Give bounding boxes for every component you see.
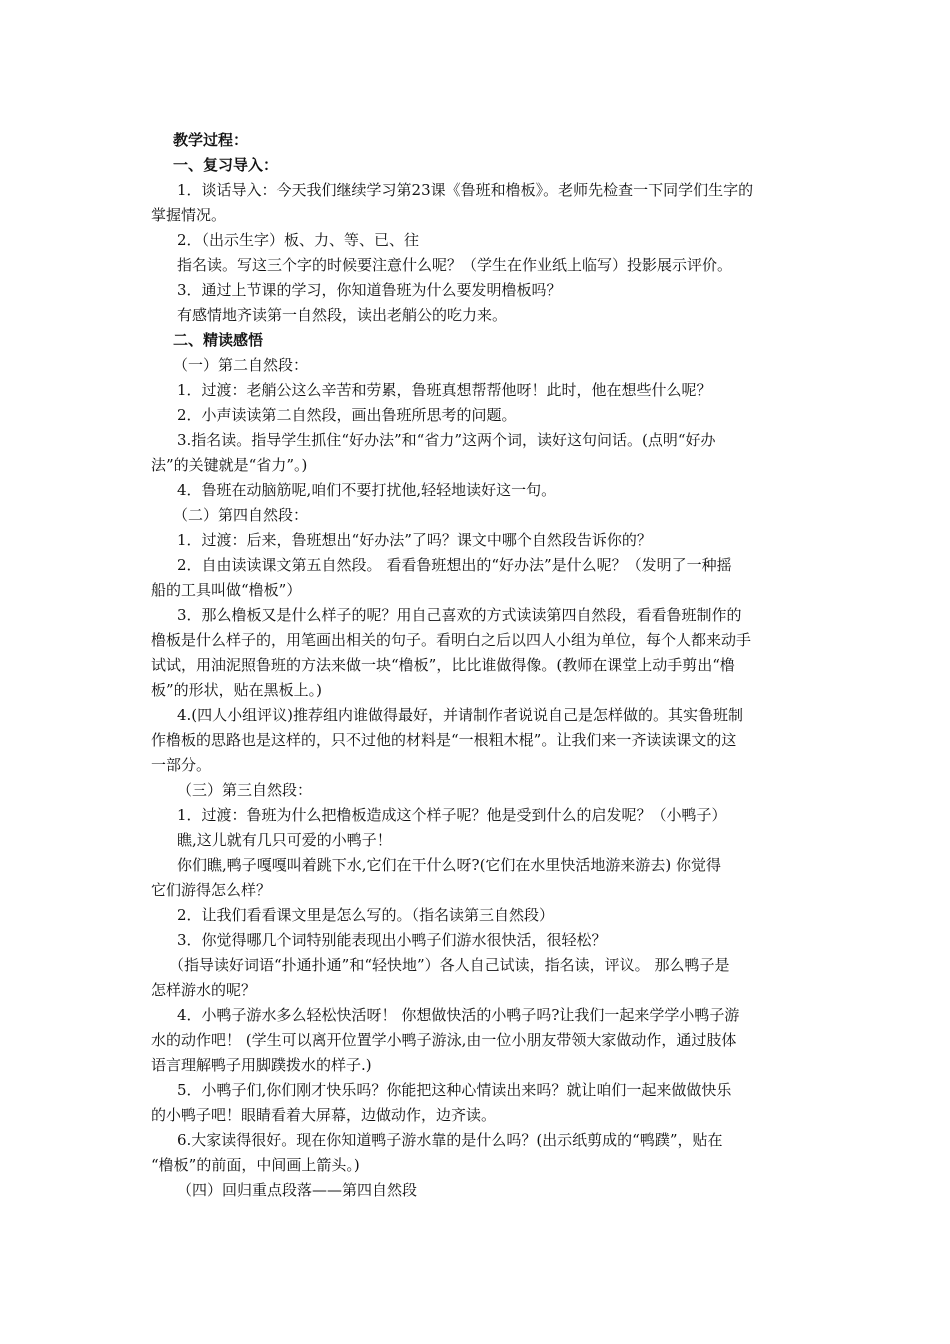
subheading: （四）回归重点段落——第四自然段	[177, 1181, 418, 1199]
subheading: （二）第四自然段：	[173, 506, 309, 524]
paragraph-line: 试试，用油泥照鲁班的方法来做一块“橹板”，比比谁做得像。(教师在课堂上动手剪出“橹	[151, 656, 735, 674]
paragraph-line: 指名读。写这三个字的时候要注意什么呢？（学生在作业纸上临写）投影展示评价。	[177, 256, 733, 274]
paragraph-line: 2．自由读读课文第五自然段。 看看鲁班想出的“好办法”是什么呢？（发明了一种摇	[177, 556, 732, 574]
paragraph-line: 语言理解鸭子用脚蹼拨水的样子.)	[151, 1056, 372, 1074]
paragraph-line: 瞧,这儿就有几只可爱的小鸭子！	[177, 831, 392, 849]
paragraph-line: 法”的关键就是“省力”。)	[151, 456, 308, 474]
subheading: （一）第二自然段：	[173, 356, 309, 374]
paragraph-line: 作橹板的思路也是这样的，只不过他的材料是“一根粗木棍”。让我们来一齐读读课文的这	[151, 731, 737, 749]
paragraph-line: “橹板”的前面，中间画上箭头。)	[151, 1156, 360, 1174]
paragraph-line: 橹板是什么样子的，用笔画出相关的句子。看明白之后以四人小组为单位，每个人都来动手	[151, 631, 752, 649]
paragraph-line: 有感情地齐读第一自然段，读出老艄公的吃力来。	[177, 306, 508, 324]
paragraph-line: （指导读好词语“扑通扑通”和“轻快地”）各人自己试读，指名读，评议。 那么鸭子是	[169, 956, 730, 974]
paragraph-line: 你们瞧,鸭子嘎嘎叫着跳下水,它们在干什么呀?(它们在水里快活地游来游去) 你觉得	[177, 856, 722, 874]
paragraph-line: 怎样游水的呢？	[151, 981, 257, 999]
paragraph-line: 它们游得怎么样？	[151, 881, 272, 899]
paragraph-line: 掌握情况。	[151, 206, 227, 224]
paragraph-line: 1．过渡：后来，鲁班想出“好办法”了吗？课文中哪个自然段告诉你的？	[177, 531, 652, 549]
paragraph-line: 2．让我们看看课文里是怎么写的。（指名读第三自然段）	[177, 906, 555, 924]
heading-review: 一、复习导入：	[173, 156, 279, 174]
paragraph-line: 一部分。	[151, 756, 212, 774]
paragraph-line: 3.指名读。指导学生抓住“好办法”和“省力”这两个词，读好这句问话。(点明“好办	[177, 431, 716, 449]
section-title: 教学过程：	[173, 131, 249, 149]
paragraph-line: 1．谈话导入：今天我们继续学习第23课《鲁班和橹板》。老师先检查一下同学们生字的	[177, 181, 754, 199]
paragraph-line: 船的工具叫做“橹板”）	[151, 581, 302, 599]
paragraph-line: 2．（出示生字）板、力、等、已、往	[177, 231, 420, 249]
paragraph-line: 4．小鸭子游水多么轻松快活呀！ 你想做快活的小鸭子吗?让我们一起来学学小鸭子游	[177, 1006, 740, 1024]
paragraph-line: 6.大家读得很好。现在你知道鸭子游水靠的是什么吗？(出示纸剪成的“鸭蹼”，贴在	[177, 1131, 723, 1149]
paragraph-line: 板”的形状，贴在黑板上。)	[151, 681, 323, 699]
subheading: （三）第三自然段：	[177, 781, 313, 799]
paragraph-line: 2．小声读读第二自然段，画出鲁班所思考的问题。	[177, 406, 517, 424]
paragraph-line: 1．过渡：老艄公这么辛苦和劳累，鲁班真想帮帮他呀！此时，他在想些什么呢？	[177, 381, 712, 399]
paragraph-line: 3．那么橹板又是什么样子的呢？用自己喜欢的方式读读第四自然段，看看鲁班制作的	[177, 606, 742, 624]
paragraph-line: 1．过渡：鲁班为什么把橹板造成这个样子呢？他是受到什么的启发呢？（小鸭子）	[177, 806, 727, 824]
heading-reading: 二、精读感悟	[173, 331, 264, 349]
paragraph-line: 5．小鸭子们,你们刚才快乐吗？你能把这种心情读出来吗？就让咱们一起来做做快乐	[177, 1081, 732, 1099]
paragraph-line: 3．你觉得哪几个词特别能表现出小鸭子们游水很快活，很轻松？	[177, 931, 607, 949]
paragraph-line: 水的动作吧！ (学生可以离开位置学小鸭子游泳,由一位小朋友带领大家做动作，通过肢体	[151, 1031, 737, 1049]
paragraph-line: 的小鸭子吧！眼睛看着大屏幕，边做动作，边齐读。	[151, 1106, 497, 1124]
paragraph-line: 4.(四人小组评议)推荐组内谁做得最好，并请制作者说说自己是怎样做的。其实鲁班制	[177, 706, 744, 724]
paragraph-line: 3．通过上节课的学习，你知道鲁班为什么要发明橹板吗？	[177, 281, 562, 299]
paragraph-line: 4．鲁班在动脑筋呢,咱们不要打扰他,轻轻地读好这一句。	[177, 481, 557, 499]
